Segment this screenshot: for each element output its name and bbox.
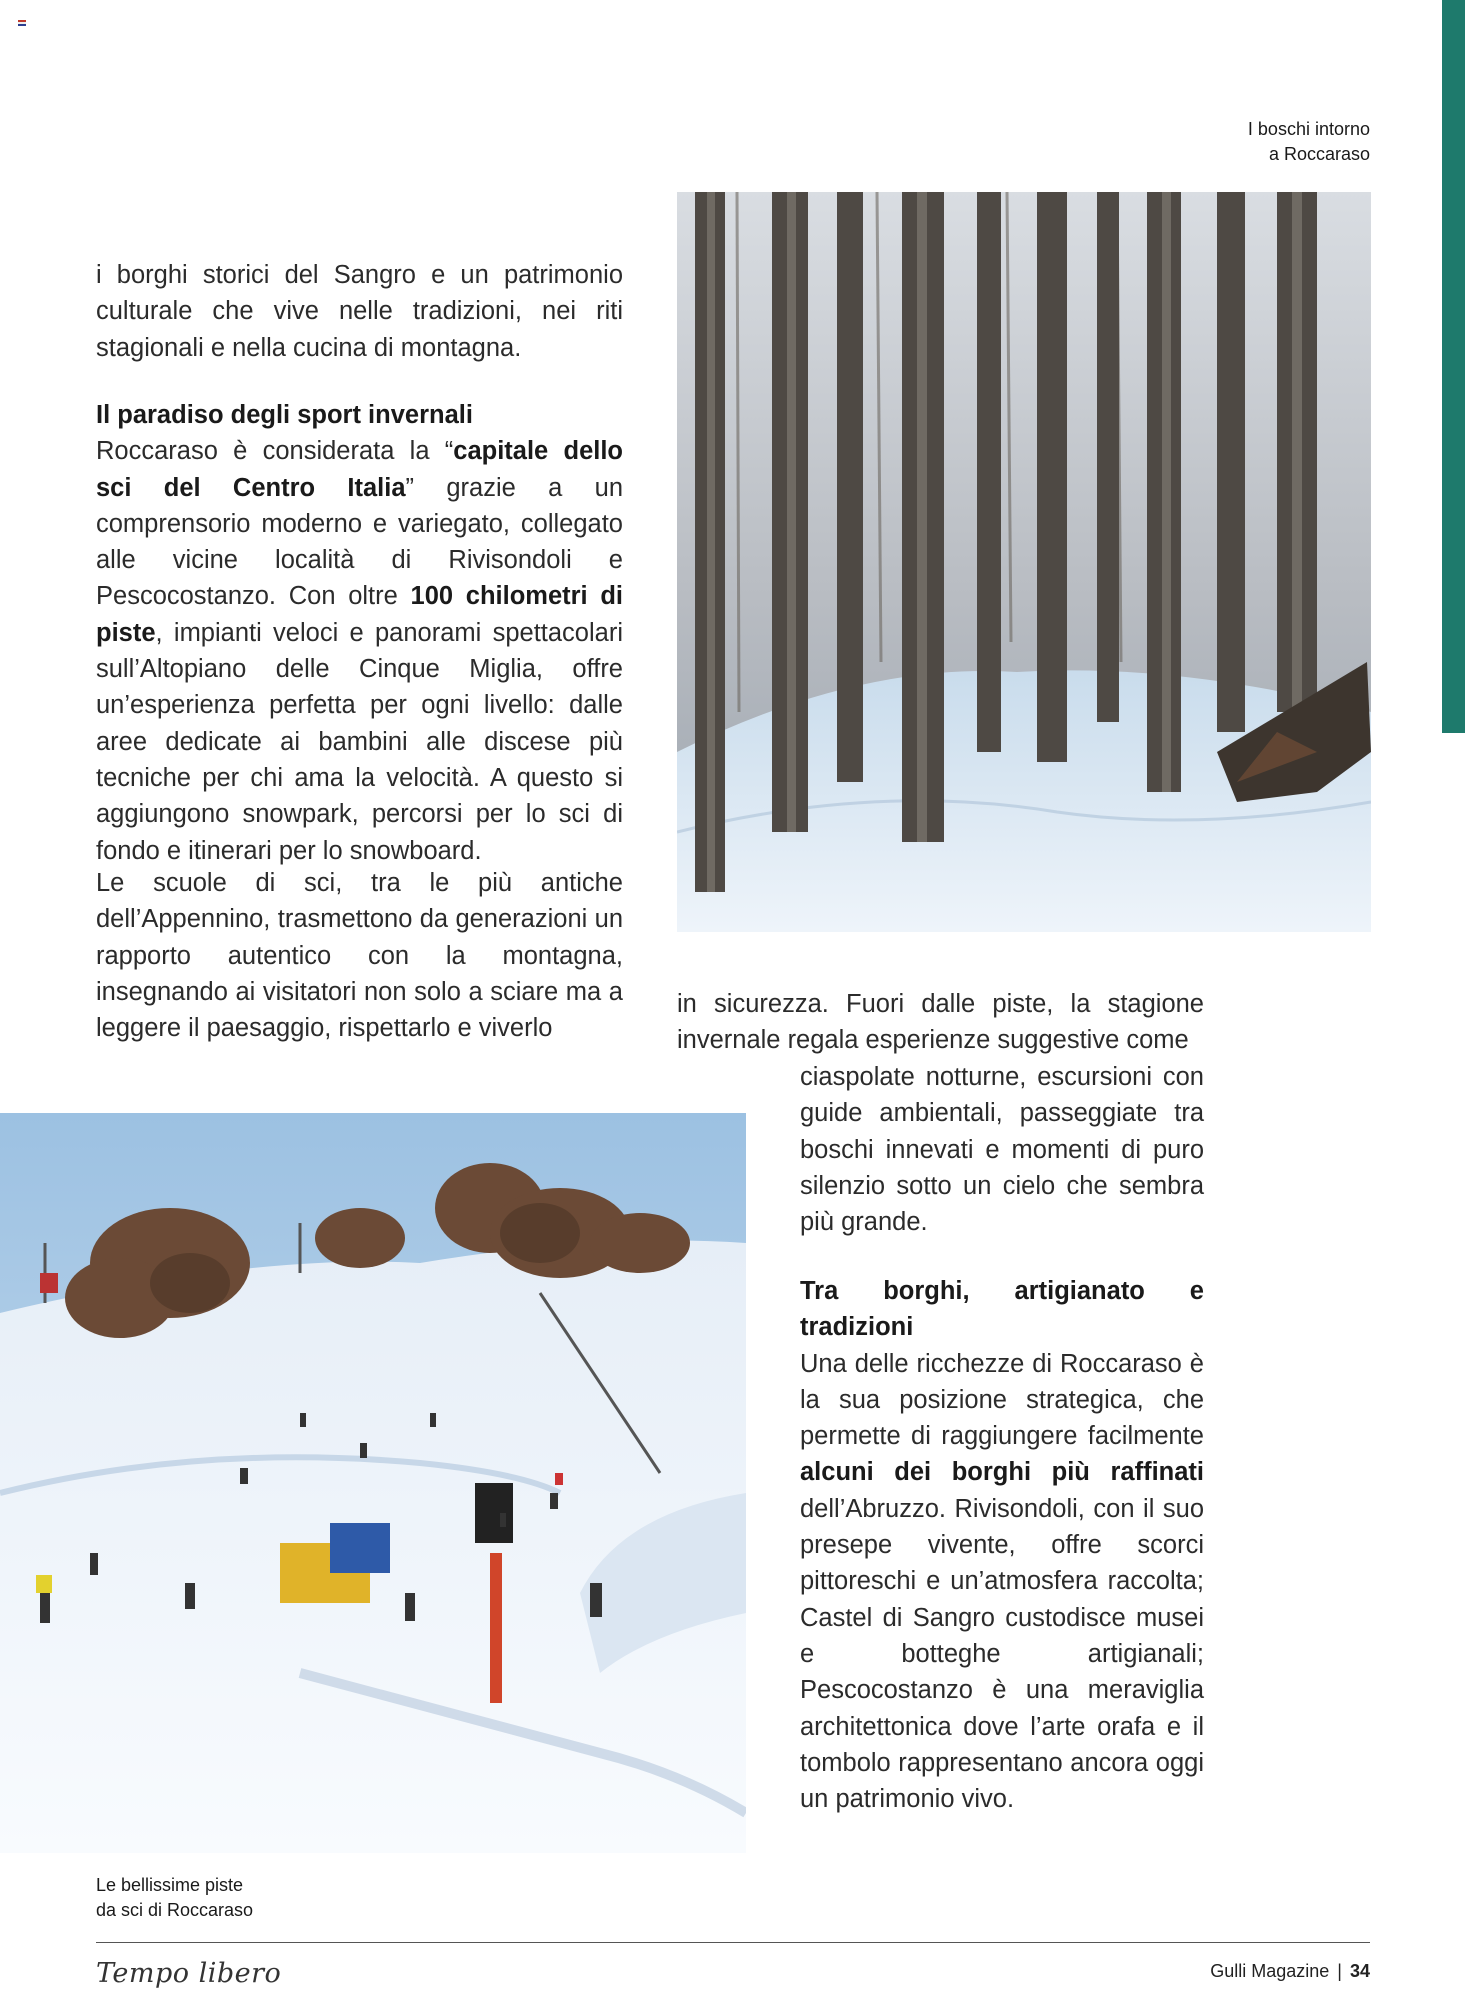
accent-side-bar <box>1442 0 1465 733</box>
ski-slopes-photo <box>0 1113 746 1853</box>
paragraph-text: i borghi storici del Sangro e un patrimonio culturale che vive nelle tradizioni, nei riti stagionali e nella cucina di montagna. <box>96 261 623 362</box>
bold-text: capitale dello sci del Centro Italia <box>96 437 623 502</box>
section-paragraph <box>96 433 623 869</box>
page-number: 34 <box>1349 1961 1370 1981</box>
continuation-paragraph <box>677 986 1204 1059</box>
flag-icon <box>18 20 26 26</box>
paragraph-text: in sicurezza. Fuori dalle piste, la stagione invernale regala esperienze suggestive come <box>677 990 1204 1055</box>
magazine-name: Gulli Magazine <box>1210 1961 1330 1981</box>
section-name: Tempo libero <box>96 1958 282 1989</box>
ski-schools-paragraph <box>96 865 623 1046</box>
bold-text: alcuni dei borghi più raffinati <box>800 1458 1204 1487</box>
separator: | <box>1337 1961 1342 1981</box>
slopes-photo-caption <box>96 1873 253 1923</box>
caption-line: I boschi intorno <box>1247 119 1370 139</box>
footer-divider <box>96 1942 1370 1943</box>
section-villages <box>800 1273 1204 1817</box>
caption-line: Le bellissime piste <box>96 1875 244 1895</box>
text-run: ” grazie a un comprensorio moderno e variegato, collegato alle vicine località di Rivisondoli e Pescocostanzo. Con oltre <box>96 473 624 611</box>
intro-paragraph <box>96 257 623 366</box>
text-run: , impianti veloci e panorami spettacolari sull’Altopiano delle Cinque Miglia, offre un’esperienza perfetta per ogni livello: dalle aree dedicate ai bambini alle discese più tecniche per chi ama la velocità. A questo si aggiungono snowpark, percorsi per lo sci di fondo e itinerari per lo snowboard. <box>96 618 623 865</box>
text-run: Una delle ricchezze di Roccaraso è la sua posizione strategica, che permette di raggiungere facilmente <box>800 1349 1204 1451</box>
caption-line: da sci di Roccaraso <box>96 1900 254 1920</box>
section-heading: Il paradiso degli sport invernali <box>96 401 473 429</box>
footer-page-info <box>1210 1961 1370 1982</box>
section-paragraph <box>800 1346 1204 1818</box>
text-run: Roccaraso è considerata la “ <box>96 437 454 466</box>
section-heading: Tra borghi, artigianato e tradizioni <box>800 1277 1204 1342</box>
paragraph-text: ciaspolate notturne, escursioni con guide ambientali, passeggiate tra boschi innevati e momenti di puro silenzio sotto un cielo che sembra più grande. <box>800 1063 1204 1237</box>
forest-photo <box>677 192 1371 932</box>
section-winter-sports <box>96 397 623 869</box>
paragraph-text: Le scuole di sci, tra le più antiche dell’Appennino, trasmettono da generazioni un rapporto autentico con la montagna, insegnando ai visitatori non solo a sciare ma a leggere il paesaggio, rispettarlo e viverlo <box>96 869 623 1043</box>
bold-text: 100 chilometri di piste <box>96 582 623 647</box>
forest-photo-caption <box>1248 117 1370 167</box>
caption-line: a Roccaraso <box>1268 144 1370 164</box>
continuation-paragraph-indented <box>800 1059 1204 1240</box>
text-run: dell’Abruzzo. Rivisondoli, con il suo presepe vivente, offre scorci pittoreschi e un’atmosfera raccolta; Castel di Sangro custodisce musei e botteghe artigianali; Pescocostanzo è una meraviglia architettonica dove l’arte orafa e il tombolo rappresentano ancora oggi un patrimonio vivo. <box>800 1494 1204 1814</box>
